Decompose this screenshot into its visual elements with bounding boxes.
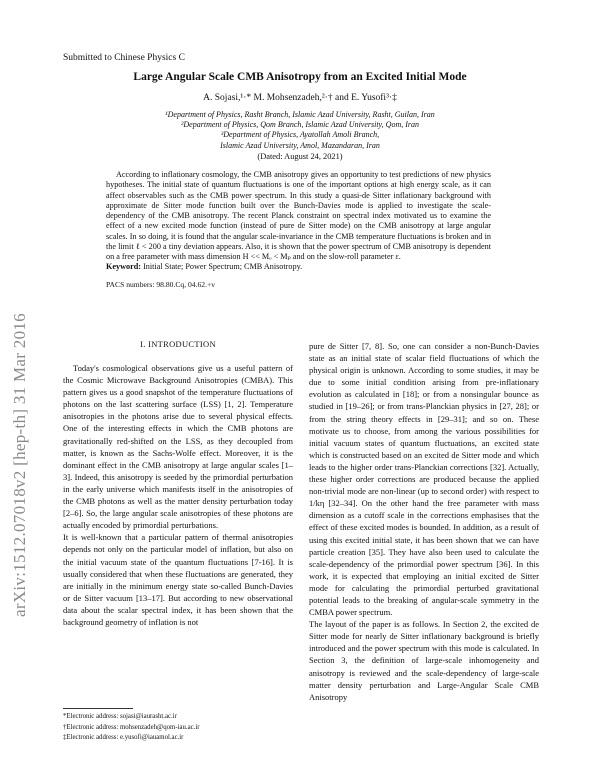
date-line: (Dated: August 24, 2021) — [257, 152, 343, 161]
author-list: A. Sojasi,¹·* M. Mohsenzadeh,²·† and E. Yusofi³·‡ — [203, 93, 397, 103]
abstract — [106, 170, 491, 263]
footnote-1: *Electronic address: sojasi@iaurasht.ac.ir — [63, 713, 177, 720]
keywords-text: Initial State; Power Spectrum; CMB Anisotropy. — [141, 262, 303, 271]
keywords-label: Keyword: — [106, 262, 142, 271]
intro-paragraph-3: pure de Sitter [7, 8]. So, one can consider a non-Bunch-Davies state as an initial state of scalar field fluctuations of which the physical origin is unknown. According to some studies, it may be due to some initial condition arising from pre-inflationary evolution as calculated in [18]; or from a nonsingular bounce as studied in [19–26]; or from trans-Planckian physics in [27, 28]; or from the string theory effects in [29–31]; and so on. These motivate us to choose, from among the various possibilities for initial vacuum states of quantum fluctuations, an excited state which is constructed based on an excited de Sitter mode and which leads to the higher order trans-Planckian corrections [32]. Actually, these higher order corrections are produced because the applied non-trivial mode are non-linear (up to second order) with respect to 1/kη [32–34]. On the other hand the free parameter with mass dimension as a cutoff scale in the corrections emphasises that the effect of these excited modes is bounded. In addition, as a result of using this excited initial state, it has been shown that we can have particle creation [35]. They have also been used to calculate the scale-dependency of the primordial power spectrum [36]. In this work, it is expected that employing an initial excited de Sitter mode for calculating the primordial perturbed gravitational potential leads to the breaking of angular-scale symmetry in the CMBA power spectrum. — [309, 341, 539, 618]
affiliation-1: ¹Department of Physics, Rasht Branch, Islamic Azad University, Rasht, Guilan, Iran — [165, 110, 435, 119]
paper-title: Large Angular Scale CMB Anisotropy from an Excited Initial Mode — [133, 71, 467, 83]
submitted-note: Submitted to Chinese Physics C — [63, 53, 185, 63]
section-heading-introduction: I. INTRODUCTION — [140, 339, 216, 349]
intro-paragraph-4: The layout of the paper is as follows. In Section 2, the excited de Sitter mode for nearly de Sitter inflationary background is briefly introduced and the power spectrum with this mode is calculated. In Section 3, the definition of large-scale inhomogeneity and anisotropy is reviewed and the scale-dependency of large-scale matter density perturbation and Large-Angular Scale CMB Anisotropy — [309, 619, 539, 702]
intro-paragraph-2: It is well-known that a particular pattern of thermal anisotropies depends not only on the particular model of inflation, but also on the initial vacuum state of the quantum fluctuations [7-16]. It is usually considered that when these fluctuations are generated, they are initially in the minimum energy state so-called Bunch-Davies or de Sitter vacuum [13–17]. But according to new observational data about the scalar spectral index, it has been shown that the background geometry of inflation is not — [63, 532, 293, 627]
footnotes — [63, 712, 293, 744]
footnote-3: ‡Electronic address: e.yusofi@iauamol.ac.ir — [63, 734, 184, 742]
affiliation-2: ²Department of Physics, Qom Branch, Islamic Azad University, Qom, Iran — [181, 120, 419, 130]
affiliations — [0, 110, 600, 151]
footnote-rule — [63, 708, 133, 709]
affiliation-3: ³Department of Physics, Ayatollah Amoli Branch, — [220, 130, 380, 140]
arxiv-stamp — [4, 250, 36, 680]
abstract-text: According to inflationary cosmology, the CMB anisotropy gives an opportunity to test predictions of new physics hypotheses. The initial state of quantum fluctuations is one of the important options at high energy scale, as it can affect observables such as the CMB power spectrum. In this study a quasi-de Sitter inflationary background with approximate de Sitter mode function built over the Bunch-Davies mode is applied to investigate the scale-dependency of the CMB anisotropy. The recent Planck constraint on spectral index motivated us to examine the effect of a new excited mode function (instead of pure de Sitter mode) on the CMB anisotropy at large angular scales. In so doing, it is found that the angular scale-invariance in the CMB temperature fluctuations is broken and in the limit ℓ < 200 a tiny deviation appears. Also, it is shown that the power spectrum of CMB anisotropy is dependent on a free parameter with mass dimension H << Mₒ < Mₚ and on the slow-roll parameter ε. — [106, 170, 491, 262]
keywords — [106, 262, 491, 271]
arxiv-stamp-text: arXiv:1512.07018v2 [hep-th] 31 Mar 2016 — [10, 313, 29, 617]
intro-paragraph-1: Today's cosmological observations give us a useful pattern of the Cosmic Microwave Background Anisotropies (CMBA). This pattern gives us a good snapshot of the temperature fluctuations of photons on the last scattering surface (LSS) [1, 2]. Temperature anisotropies in the photons arise due to several physical effects. One of the interesting effects in which the CMB photons are gravitationally red-shifted on the LSS, as they decoupled from matter, is known as the Sachs-Wolfe effect. Moreover, it is the dominant effect in the CMB anisotropy at large angular scales [1–3]. Indeed, this anisotropy is seeded by the primordial perturbation in the early universe which manifests itself in the anisotropies of the CMB photons as well as the matter density perturbation today [2–6]. So, the large angular scale anisotropies of these photons are actually encoded by primordial perturbations. — [63, 363, 293, 531]
left-column — [63, 362, 293, 628]
pacs-numbers: PACS numbers: 98.80.Cq, 04.62.+v — [106, 280, 216, 289]
footnote-2: †Electronic address: mohsenzadeh@qom-iau.ac.ir — [63, 723, 200, 731]
affiliation-3-cont: Islamic Azad University, Amol, Mazandaran, Iran — [220, 140, 380, 150]
right-column — [309, 340, 539, 703]
